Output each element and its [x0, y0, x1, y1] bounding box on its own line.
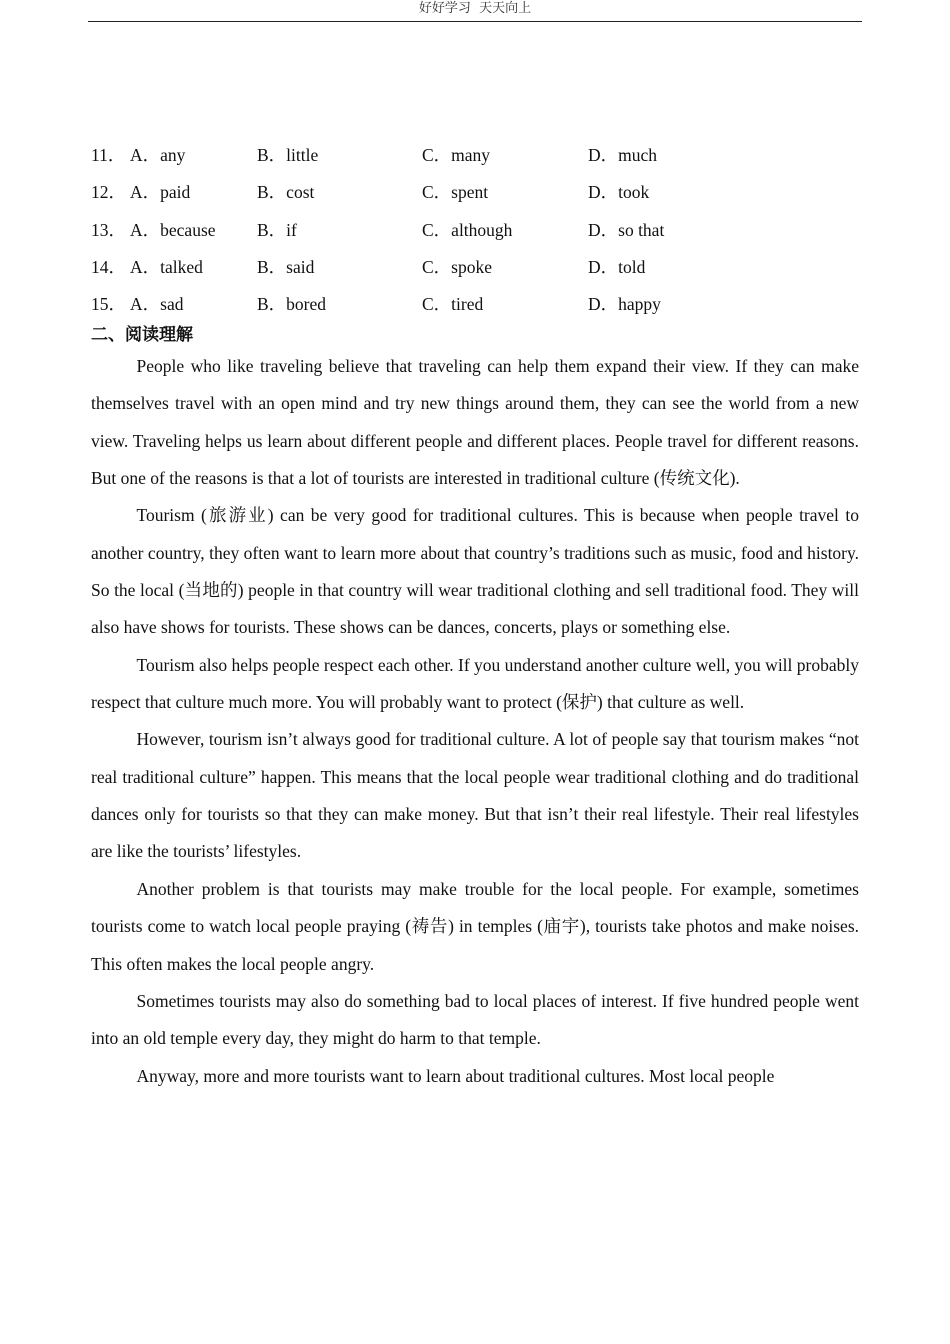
question-number: 15． — [91, 294, 126, 315]
option-c: C．many — [422, 145, 491, 165]
option-b: B．bored — [257, 294, 327, 315]
option-c: C．tired — [422, 294, 484, 315]
option-b: B．if — [257, 219, 297, 240]
option-d: D．took — [588, 182, 650, 203]
question-row-14 — [91, 249, 861, 286]
option-a: A．because — [130, 219, 216, 240]
question-row-13 — [91, 212, 861, 249]
option-a: A．any — [130, 145, 186, 165]
question-row-15 — [91, 286, 861, 323]
option-b: B．said — [257, 256, 315, 277]
reading-passage — [91, 348, 859, 1095]
passage-paragraph: However, tourism isn’t always good for traditional culture. A lot of people say that tourism makes “not real traditional culture” happen. This means that the local people wear traditional clothing and do traditional dances only for tourists so that they can make money. But that isn’t their real lifestyle. Their real lifestyles are like the tourists’ lifestyles. — [91, 729, 859, 862]
header-text: 好好学习 天天向上 — [418, 1, 532, 16]
passage-paragraph: Sometimes tourists may also do something bad to local places of interest. If five hundred people went into an old temple every day, they might do harm to that temple. — [91, 990, 859, 1049]
option-b: B．cost — [257, 182, 315, 203]
option-d: D．happy — [588, 294, 661, 315]
option-c: C．although — [422, 219, 513, 240]
option-d: D．much — [588, 145, 658, 165]
option-c: C．spoke — [422, 256, 492, 277]
passage-paragraph: Another problem is that tourists may make trouble for the local people. For example, sometimes tourists come to watch local people praying (祷告) in temples (庙宇), tourists take photos and make noises. This often makes the local people angry. — [91, 878, 859, 974]
question-number: 11． — [91, 145, 126, 165]
section-title: 二、阅读理解 — [91, 325, 193, 345]
question-row-11 — [91, 137, 861, 174]
question-number: 13． — [91, 219, 126, 240]
option-a: A．paid — [130, 182, 191, 203]
question-number: 14． — [91, 256, 126, 277]
answer-options — [91, 137, 861, 323]
question-number: 12． — [91, 182, 126, 203]
option-d: D．so that — [588, 219, 665, 240]
passage-paragraph: Anyway, more and more tourists want to learn about traditional cultures. Most local people — [136, 1065, 775, 1086]
question-row-12 — [91, 174, 861, 211]
page-header — [88, 0, 862, 22]
option-a: A．sad — [130, 294, 184, 315]
option-b: B．little — [257, 145, 319, 165]
option-c: C．spent — [422, 182, 489, 203]
passage-paragraph: Tourism (旅游业) can be very good for traditional cultures. This is because when people travel to another country, they often want to learn more about that country’s traditions such as music, food and history. So the local (当地的) people in that country will wear traditional clothing and sell traditional food. They will also have shows for tourists. These shows can be dances, concerts, plays or something else. — [91, 505, 859, 638]
passage-paragraph: Tourism also helps people respect each other. If you understand another culture well, you will probably respect that culture much more. You will probably want to protect (保护) that culture as well. — [91, 654, 859, 713]
passage-paragraph: People who like traveling believe that traveling can help them expand their view. If they can make themselves travel with an open mind and try new things around them, they can see the world from a new view. Traveling helps us learn about different people and different places. People travel for different reasons. But one of the reasons is that a lot of tourists are interested in traditional culture (传统文化). — [91, 356, 859, 489]
option-a: A．talked — [130, 256, 203, 277]
option-d: D．told — [588, 256, 646, 277]
